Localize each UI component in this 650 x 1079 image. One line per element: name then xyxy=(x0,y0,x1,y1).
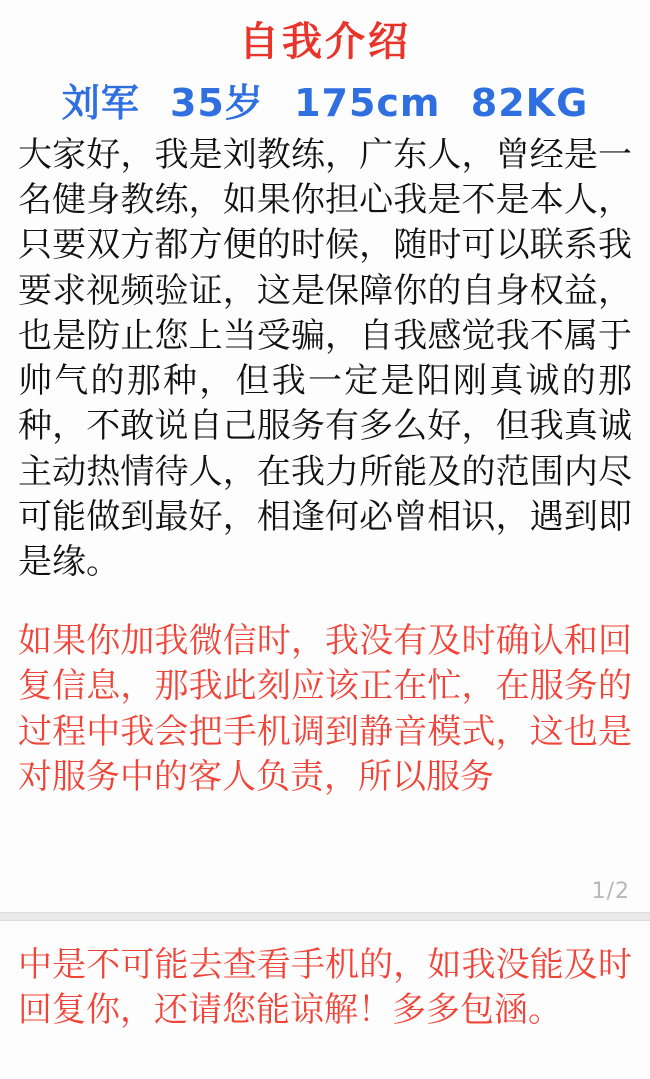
page-indicator: 1/2 xyxy=(591,879,630,904)
profile-summary xyxy=(18,72,632,127)
profile-name: 刘军 xyxy=(61,81,140,125)
page-title: 自我介绍 xyxy=(239,19,411,65)
intro-paragraph: 大家好，我是刘教练，广东人，曾经是一名健身教练，如果你担心我是不是本人，只要双方都方便的时候，随时可以联系我要求视频验证，这是保障你的自身权益，也是防止您上当受骗，自我感觉我不属于帅气的那种，但我一定是阳刚真诚的那种，不敢说自己服务有多么好，但我真诚主动热情待人，在我力所能及的范围内尽可能做到最好，相逢何必曾相识，遇到即是缘。 xyxy=(18,135,632,582)
panel-divider xyxy=(0,912,650,921)
profile-height: 175cm xyxy=(294,81,441,125)
continuation-paragraph: 中是不可能去查看手机的，如我没能及时回复你，还请您能谅解！多多包涵。 xyxy=(18,945,632,1031)
continuation-card xyxy=(0,921,650,1079)
notice-paragraph: 如果你加我微信时，我没有及时确认和回复信息，那我此刻应该正在忙，在服务的过程中我会把手机调到静音模式，这也是对服务中的客人负责，所以服务 xyxy=(18,621,632,797)
profile-weight: 82KG xyxy=(470,81,589,125)
profile-age: 35岁 xyxy=(169,81,264,125)
